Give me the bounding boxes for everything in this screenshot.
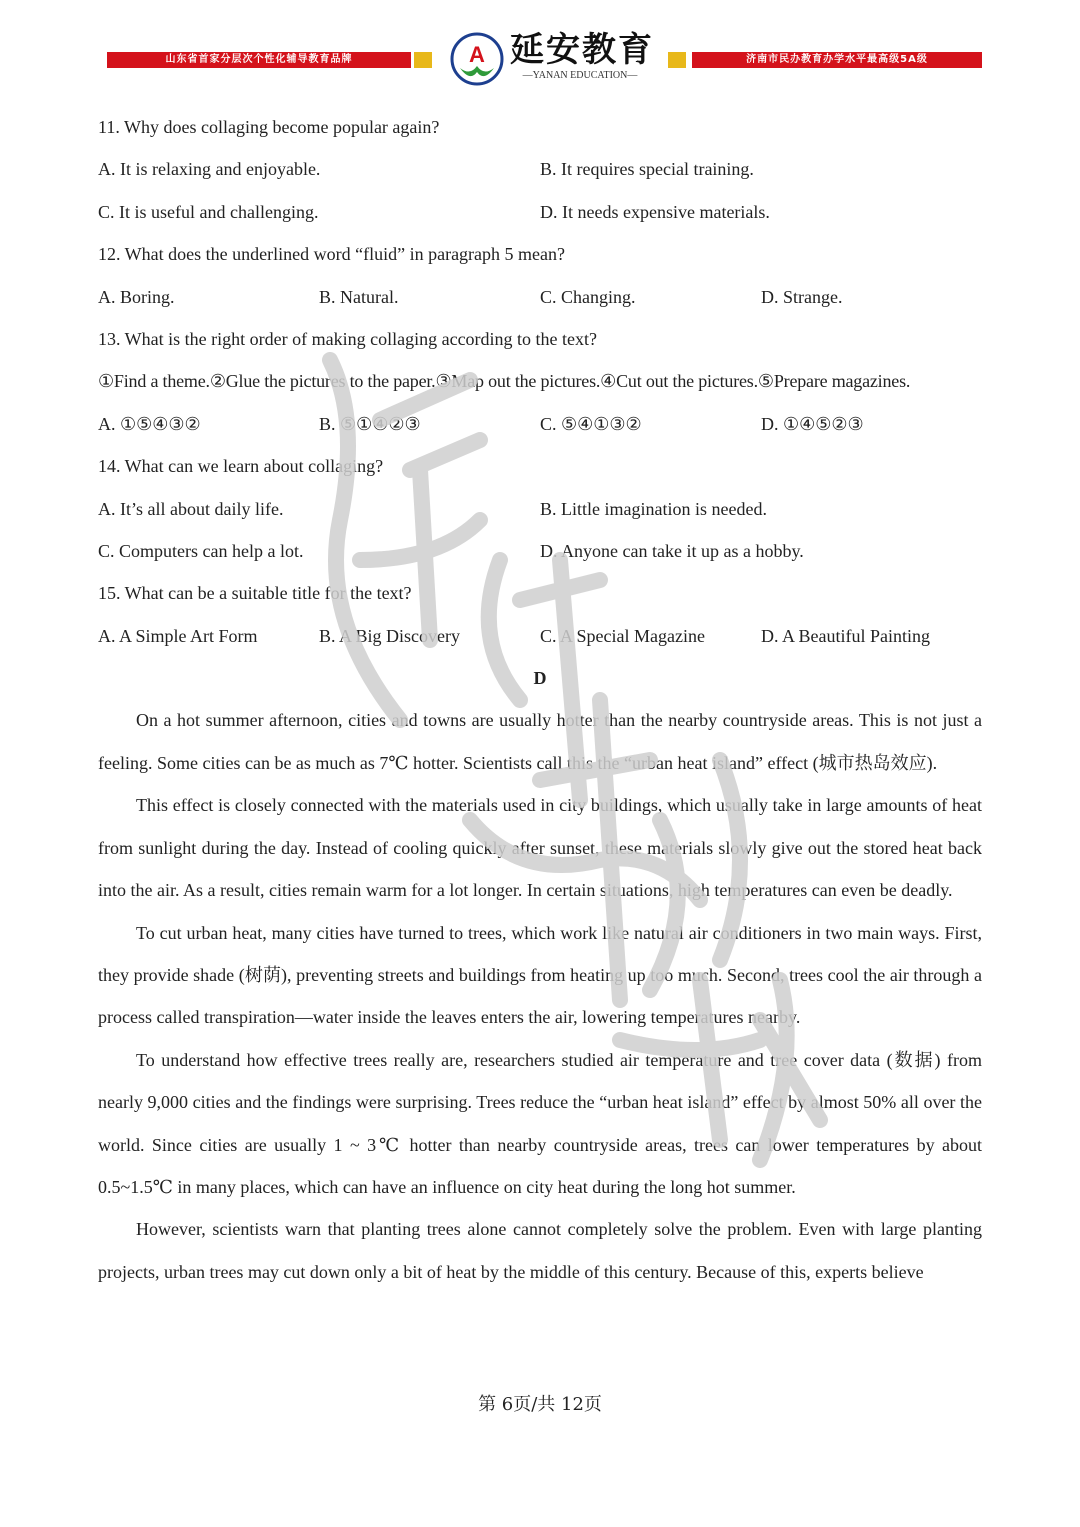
question-stem: 14. What can we learn about collaging? [98,456,384,477]
option: C. ⑤④①③② [540,413,642,434]
page-number: 第 6页/共 12页 [478,1394,602,1415]
question-stem: 12. What does the underlined word “fluid” in paragraph 5 mean? [98,244,566,265]
option: A. It’s all about daily life. [98,498,284,519]
option: A. Boring. [98,286,175,307]
options-row [98,530,982,572]
question-stem: 15. What can be a suitable title for the text? [98,583,412,604]
option: D. It needs expensive materials. [540,201,770,222]
option: A. It is relaxing and enjoyable. [98,159,321,180]
option: B. A Big Discovery [319,625,461,646]
passage-paragraph: However, scientists warn that planting trees alone cannot completely solve the problem. Even with large planting projects, urban trees may cut down only a bit of heat by the middle of this century. Because of this, experts believe [98,1219,982,1282]
page-header [0,0,1080,95]
question-stem: 13. What is the right order of making collaging according to the text? [98,328,598,349]
option: C. A Special Magazine [540,625,705,646]
option: A. A Simple Art Form [98,625,258,646]
option: A. ①⑤④③② [98,413,201,434]
passage-paragraph: To understand how effective trees really are, researchers studied air temperature and tree cover data (数据) from nearly 9,000 cities and the findings were surprising. Trees reduce the “urban heat island” effect by almost 50% all over the world. Since cities are usually 1 ~ 3℃ hotter than nearby countryside areas, trees can lower temperatures by about 0.5~1.5℃ in many places, which can have an influence on city heat during the long hot summer. [98,1049,982,1197]
option: C. Computers can help a lot. [98,540,304,561]
exam-content [98,106,982,1293]
options-row [98,148,982,190]
option: C. Changing. [540,286,636,307]
option: D. A Beautiful Painting [761,625,930,646]
options-row [98,403,982,445]
brand-name: 延安教育 [510,30,654,70]
left-band-accent [414,52,432,68]
options-row [98,191,982,233]
options-row [98,488,982,530]
option: B. ⑤①④②③ [319,413,421,434]
question-stem: 11. Why does collaging become popular again? [98,117,440,137]
option: B. Little imagination is needed. [540,498,767,519]
yanan-logo-icon [450,32,504,86]
left-slogan-band: 山东省首家分层次个性化辅导教育品牌 [107,52,411,68]
option: B. Natural. [319,286,399,307]
passage-paragraph: This effect is closely connected with the materials used in city buildings, which usually take in large amounts of heat from sunlight during the day. Instead of cooling quickly after sunset, these materials slowly give out the stored heat back into the air. As a result, cities remain warm for a lot longer. In certain situations, high temperatures can even be deadly. [98,795,982,901]
options-row [98,615,982,657]
logo-letter: A [469,42,485,67]
option: D. Strange. [761,286,843,307]
options-row [98,276,982,318]
option: D. ①④⑤②③ [761,413,864,434]
passage-paragraph: To cut urban heat, many cities have turned to trees, which work like natural air conditioners in two main ways. First, they provide shade (树荫), preventing streets and buildings from heating up too much. Second, trees cool the air through a process called transpiration—water inside the leaves enters the air, lowering temperatures nearby. [98,922,982,1028]
section-heading: D [533,668,547,689]
right-band-accent [668,52,686,68]
right-slogan-band: 济南市民办教育办学水平最高级5A级 [692,52,982,68]
option: C. It is useful and challenging. [98,201,319,222]
option: B. It requires special training. [540,159,754,180]
question-steps: ①Find a theme.②Glue the pictures to the paper.③Map out the pictures.④Cut out the pictures.⑤Prepare magazines. [98,371,911,392]
passage-paragraph: On a hot summer afternoon, cities and towns are usually hotter than the nearby countryside areas. This is not just a feeling. Some cities can be as much as 7℃ hotter. Scientists call this the “urban heat island” effect (城市热岛效应). [98,710,982,773]
brand-subtitle: — YANAN EDUCATION — [510,70,650,82]
option: D. Anyone can take it up as a hobby. [540,540,804,561]
